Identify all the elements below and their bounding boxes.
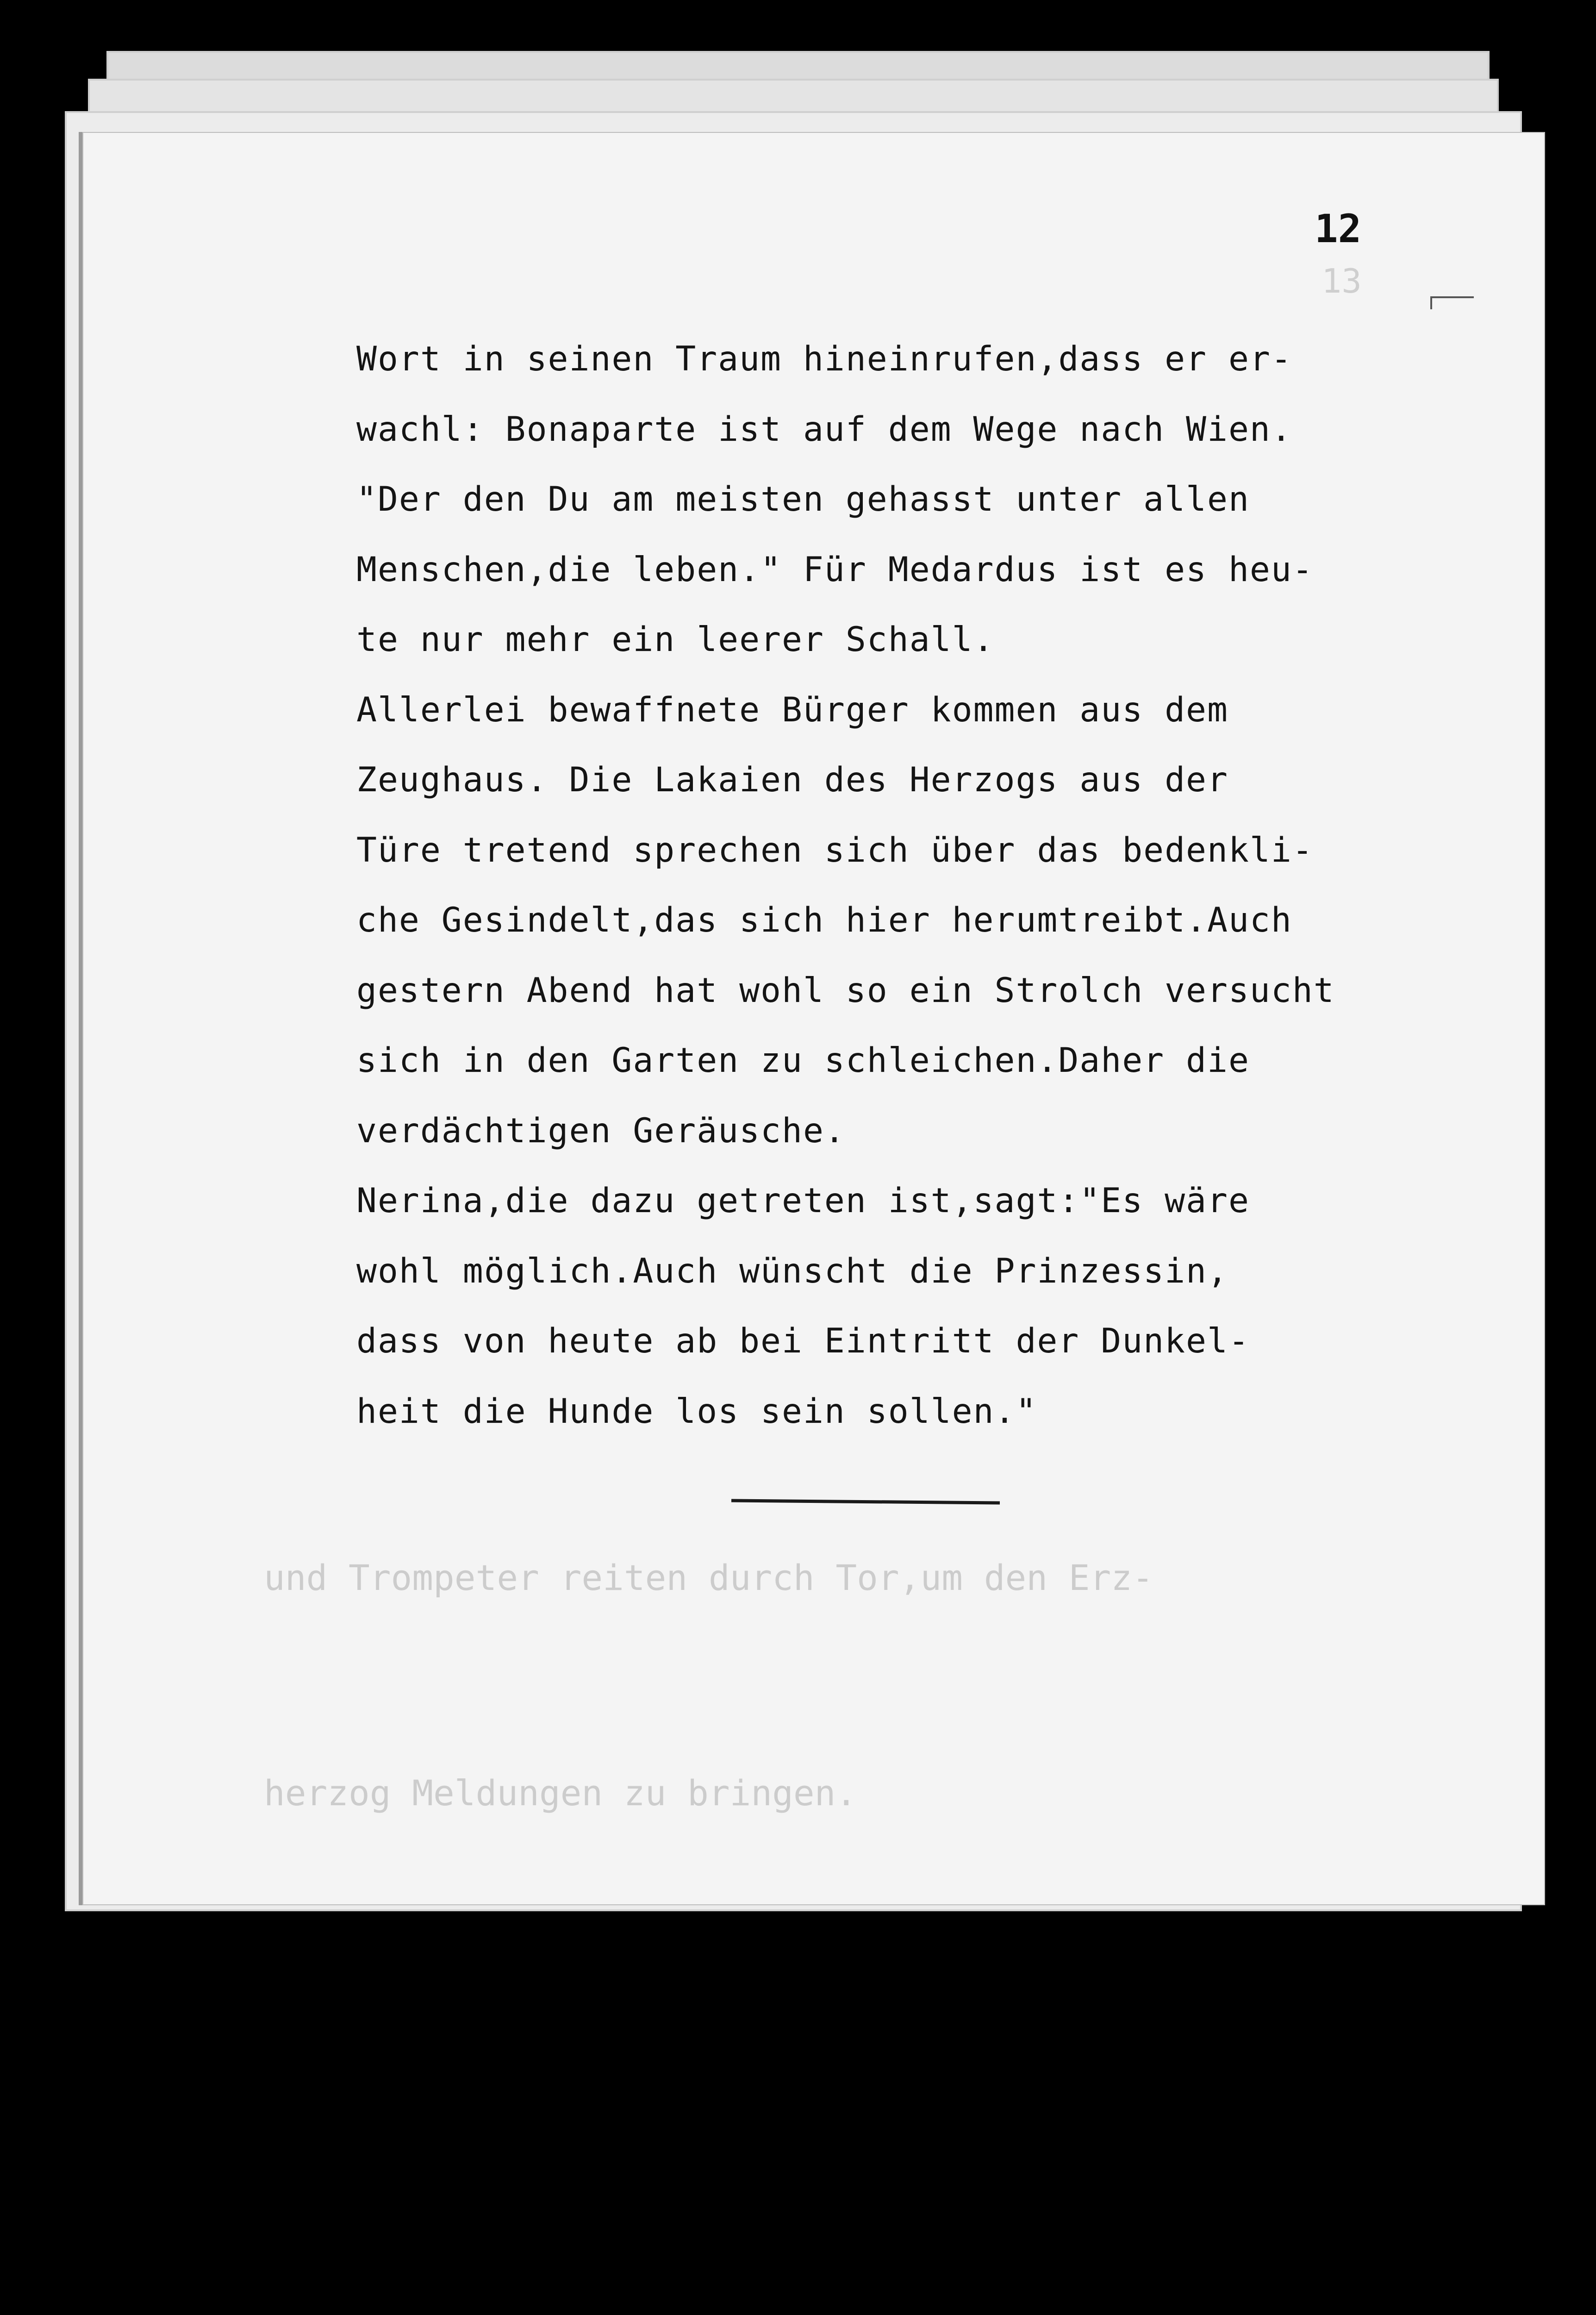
- text-line: wohl möglich.Auch wünscht die Prinzessin,: [356, 1251, 1228, 1291]
- bleed-through-page-number: 13: [1322, 262, 1362, 300]
- text-line: heit die Hunde los sein sollen.": [356, 1391, 1037, 1431]
- typed-body-text: [356, 324, 1467, 1446]
- bleed-through-line: herzog Meldungen zu bringen.: [264, 1772, 857, 1814]
- text-line: Menschen,die leben." Für Medardus ist es heu-: [356, 550, 1314, 589]
- text-line: wachl: Bonaparte ist auf dem Wege nach Wien.: [356, 409, 1292, 449]
- text-line: Wort in seinen Traum hineinrufen,dass er er-: [356, 339, 1292, 379]
- text-line: dass von heute ab bei Eintritt der Dunkel-: [356, 1321, 1250, 1361]
- text-line: Türe tretend sprechen sich über das bedenkli-: [356, 830, 1314, 870]
- text-line: che Gesindelt,das sich hier herumtreibt.Auch: [356, 901, 1292, 940]
- text-line: verdächtigen Geräusche.: [356, 1111, 846, 1151]
- text-line: Zeughaus. Die Lakaien des Herzogs aus der: [356, 760, 1228, 800]
- margin-mark: [1430, 296, 1474, 309]
- text-line: Allerlei bewaffnete Bürger kommen aus dem: [356, 690, 1228, 730]
- bleed-through-line: huber mit einem Morgenstern bewaffnet,hält: [264, 2203, 1153, 2244]
- bleed-through-line: und Trompeter reiten durch Tor,um den Erz-: [264, 1557, 1153, 1598]
- text-line: Nerina,die dazu getreten ist,sagt:"Es wäre: [356, 1181, 1250, 1220]
- bleed-through-line: Geschwätz des Volkes auf der Bastei.Wachs-: [264, 1988, 1153, 2029]
- text-line: sich in den Garten zu schleichen.Daher die: [356, 1041, 1250, 1080]
- text-line: gestern Abend hat wohl so ein Strolch versucht: [356, 970, 1335, 1010]
- text-line: te nur mehr ein leerer Schall.: [356, 620, 995, 659]
- page-number: 12: [1315, 206, 1362, 251]
- bleed-through-text: [264, 1398, 1153, 2315]
- text-line: "Der den Du am meisten gehasst unter allen: [356, 480, 1250, 519]
